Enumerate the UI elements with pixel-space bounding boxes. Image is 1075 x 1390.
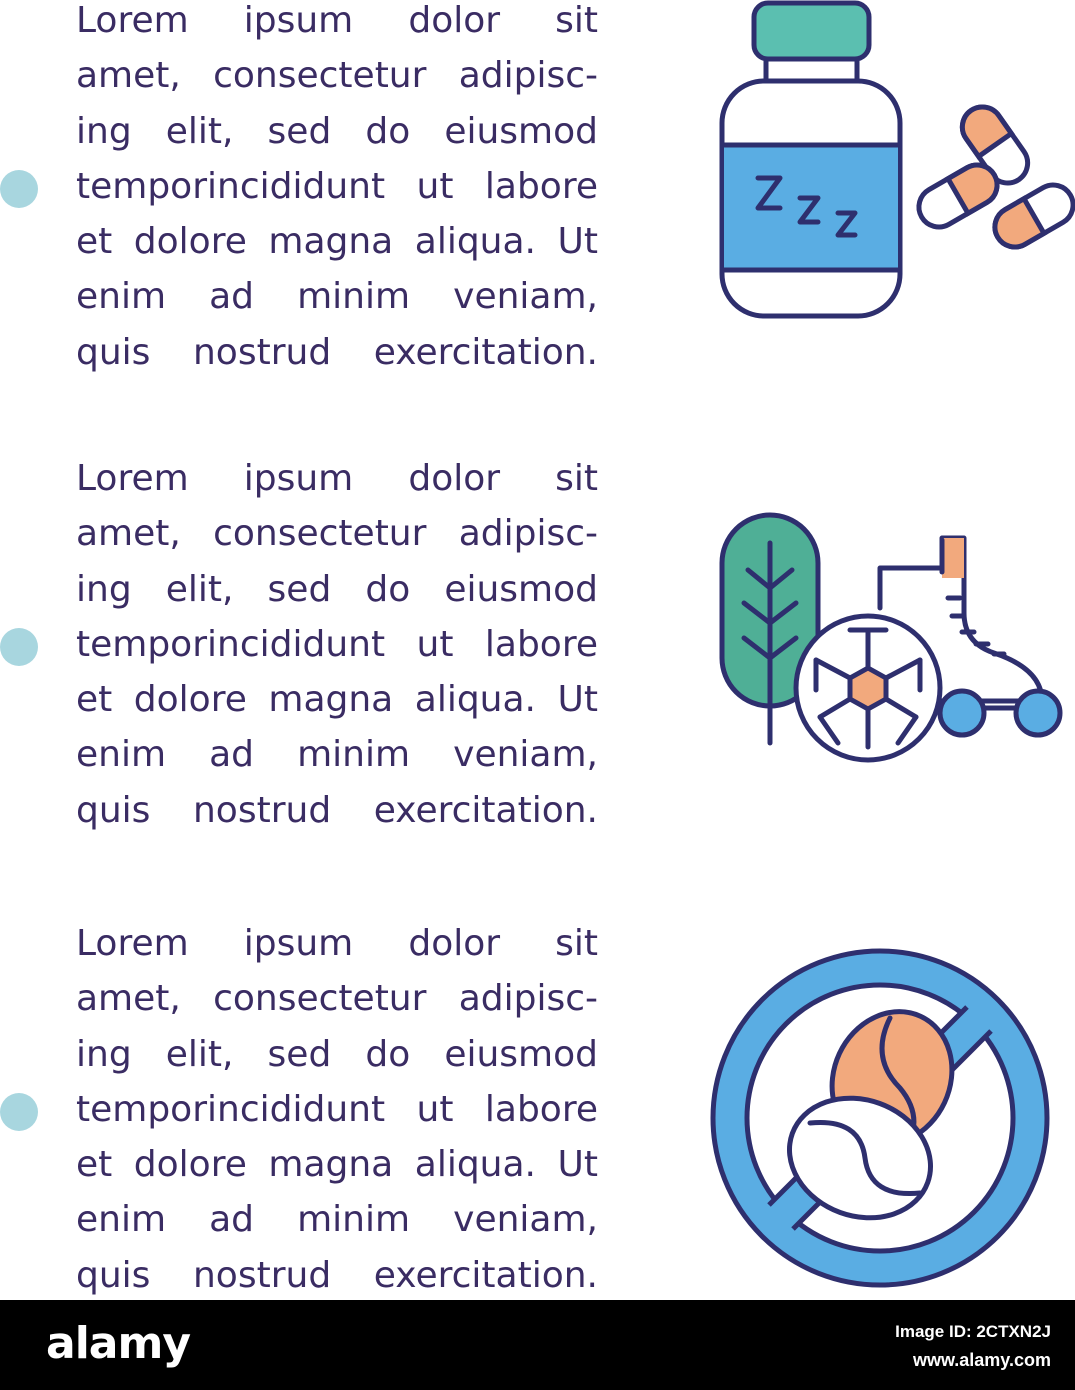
- bullet-dot: [0, 628, 38, 666]
- text-line: et dolore magna aliqua. Ut: [76, 1144, 598, 1186]
- paragraph-2: [76, 451, 598, 838]
- outdoor-activities-icon: [700, 498, 1075, 798]
- text-line: ing elit, sed do eiusmod: [76, 110, 598, 152]
- sleeping-pills-icon: [700, 0, 1075, 330]
- text-line: et dolore magna aliqua. Ut: [76, 679, 598, 721]
- alamy-logo: alamy: [46, 1318, 190, 1369]
- bullet-dot: [0, 170, 38, 208]
- site-url: www.alamy.com: [912, 1350, 1051, 1370]
- section-1: [0, 0, 1075, 400]
- bullet-dot: [0, 1093, 38, 1131]
- text-line: et dolore magna aliqua. Ut: [76, 221, 598, 263]
- text-line: enim ad minim veniam,: [76, 734, 598, 776]
- text-line: quis nostrud exercitation.: [76, 331, 598, 373]
- text-line: Lorem ipsum dolor sit: [76, 0, 598, 41]
- text-line: ing elit, sed do eiusmod: [76, 1033, 598, 1075]
- paragraph-1: [76, 0, 598, 380]
- text-line: enim ad minim veniam,: [76, 276, 598, 318]
- section-3: [0, 923, 1075, 1323]
- text-line: temporincididunt ut labore: [76, 623, 598, 665]
- no-coffee-icon: [700, 938, 1060, 1298]
- text-line: amet, consectetur adipisc-: [76, 55, 598, 97]
- text-line: temporincididunt ut labore: [76, 1088, 598, 1130]
- footer-meta: [895, 1318, 1051, 1374]
- watermark-footer: [0, 1300, 1075, 1390]
- text-line: enim ad minim veniam,: [76, 1199, 598, 1241]
- text-line: Lorem ipsum dolor sit: [76, 458, 598, 499]
- section-2: [0, 458, 1075, 858]
- image-id: Image ID: 2CTXN2J: [895, 1322, 1051, 1341]
- text-line: amet, consectetur adipisc-: [76, 978, 598, 1020]
- text-line: ing elit, sed do eiusmod: [76, 568, 598, 610]
- text-line: amet, consectetur adipisc-: [76, 513, 598, 555]
- text-line: temporincididunt ut labore: [76, 165, 598, 207]
- text-line: quis nostrud exercitation.: [76, 789, 598, 831]
- text-line: Lorem ipsum dolor sit: [76, 923, 598, 964]
- text-line: quis nostrud exercitation.: [76, 1254, 598, 1296]
- paragraph-3: [76, 916, 598, 1303]
